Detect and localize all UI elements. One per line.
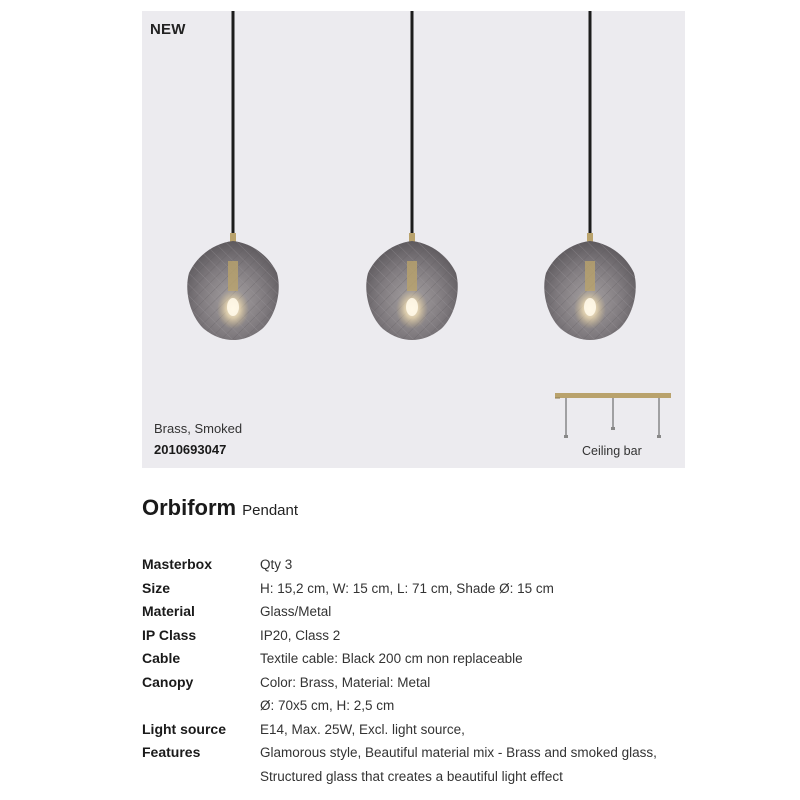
spec-row bbox=[142, 741, 742, 765]
pendant-lamp-1 bbox=[187, 11, 278, 340]
pendant-lamp-2 bbox=[366, 11, 457, 340]
spec-value: Ø: 70x5 cm, H: 2,5 cm bbox=[260, 698, 395, 713]
spec-value: Textile cable: Black 200 cm non replaceable bbox=[260, 651, 523, 666]
spec-row bbox=[142, 624, 742, 648]
variant-label: Brass, Smoked bbox=[154, 421, 243, 436]
spec-row bbox=[142, 600, 742, 624]
spec-label: Masterbox bbox=[142, 556, 213, 572]
pendant-illustration bbox=[142, 11, 685, 468]
spec-row bbox=[142, 671, 742, 695]
new-badge: NEW bbox=[150, 21, 186, 38]
pendant-lamp-3 bbox=[544, 11, 635, 340]
spec-label: Cable bbox=[142, 650, 181, 666]
spec-label: Canopy bbox=[142, 673, 194, 690]
specs-table bbox=[142, 553, 742, 788]
product-photo bbox=[142, 11, 685, 468]
product-name: Orbiform bbox=[142, 495, 237, 520]
spec-row bbox=[142, 577, 742, 601]
spec-value: Glass/Metal bbox=[260, 604, 332, 619]
spec-label: Material bbox=[142, 603, 195, 619]
spec-row bbox=[142, 553, 742, 577]
spec-value: E14, Max. 25W, Excl. light source, bbox=[260, 721, 465, 737]
spec-value: H: 15,2 cm, W: 15 cm, L: 71 cm, Shade Ø: 15 cm bbox=[260, 580, 554, 596]
spec-value: Glamorous style, Beautiful material mix - Brass and smoked glass, bbox=[260, 745, 657, 760]
spec-label bbox=[142, 694, 260, 718]
product-heading bbox=[142, 495, 298, 521]
spec-label: Features bbox=[142, 744, 201, 760]
spec-row bbox=[142, 718, 742, 742]
spec-label: IP Class bbox=[142, 626, 197, 643]
spec-value: Structured glass that creates a beautiful light effect bbox=[260, 768, 563, 784]
spec-value: Color: Brass, Material: Metal bbox=[260, 674, 431, 690]
sku-number: 2010693047 bbox=[154, 442, 227, 457]
spec-row bbox=[142, 765, 742, 789]
ceiling-bar-illustration bbox=[555, 393, 671, 438]
spec-label: Size bbox=[142, 579, 171, 596]
spec-label bbox=[142, 765, 260, 789]
spec-label: Light source bbox=[142, 720, 227, 737]
spec-row bbox=[142, 694, 742, 718]
ceiling-bar-label: Ceiling bar bbox=[582, 444, 642, 458]
spec-value: Qty 3 bbox=[260, 557, 293, 572]
spec-value: IP20, Class 2 bbox=[260, 627, 341, 643]
product-type: Pendant bbox=[242, 502, 299, 519]
spec-row bbox=[142, 647, 742, 671]
